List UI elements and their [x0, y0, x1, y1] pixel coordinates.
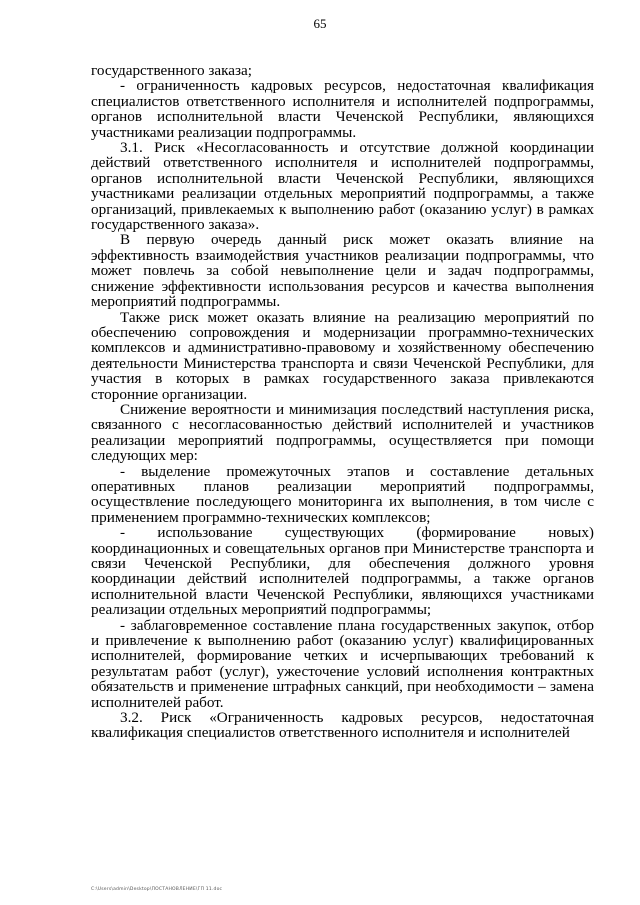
- paragraph-9: - заблаговременное составление плана государственных закупок, отбор и привлечение к выполнению работ (оказанию услуг) квалифицированных исполнителей, формирование четких и исчерпывающих требований к результатам работ (услуг), ужесточение условий исполнения контрактных обязательств и применение штрафных санкций, при необходимости – замена исполнителей работ.: [91, 616, 594, 711]
- paragraph-8: - использование существующих (формирование новых) координационных и совещательных органов при Министерстве транспорта и связи Чеченской Республики, для обеспечения должного уровня координации действий исполнителей подпрограммы, а также органов исполнительной власти Чеченской Республики, являющихся участниками реализации отдельных мероприятий подпрограммы;: [91, 524, 594, 619]
- file-path-footer: C:\Users\admin\Desktop\ПОСТАНОВЛЕНИЕ\ГП 11.doc: [91, 887, 223, 892]
- document-body: [91, 63, 594, 741]
- page-number: 65: [313, 16, 327, 31]
- paragraph-6: Снижение вероятности и минимизация последствий наступления риска, связанного с несогласованностью действий исполнителей и участников реализации мероприятий подпрограммы, осуществляется при помощи следующих мер:: [91, 400, 594, 465]
- paragraph-2: - ограниченность кадровых ресурсов, недостаточная квалификация специалистов ответственного исполнителя и исполнителей подпрограммы, органов исполнительной власти Чеченской Республики, являющихся участниками реализации подпрограммы.: [91, 77, 594, 141]
- paragraph-10: 3.2. Риск «Ограниченность кадровых ресурсов, недостаточная квалификация специалистов ответственного исполнителя и исполнителей: [91, 709, 594, 742]
- paragraph-4: В первую очередь данный риск может оказать влияние на эффективность взаимодействия участников реализации подпрограммы, что может повлечь за собой невыполнение цели и задач подпрограммы, снижение эффективности использования ресурсов и качества выполнения мероприятий подпрограммы.: [91, 231, 594, 311]
- paragraph-7: - выделение промежуточных этапов и составление детальных оперативных планов реализации мероприятий подпрограммы, осуществление последующего мониторинга их выполнения, в том числе с применением программно-технических комплексов;: [91, 462, 594, 526]
- paragraph-5: Также риск может оказать влияние на реализацию мероприятий по обеспечению сопровождения и модернизации программно-технических комплексов и административно-правовому и хозяйственному обеспечению деятельности Министерства транспорта и связи Чеченской Республики, для участия в которых в рамках государственного заказа привлекаются сторонние организации.: [91, 308, 594, 403]
- paragraph-3: 3.1. Риск «Несогласованность и отсутствие должной координации действий ответственного исполнителя и исполнителей подпрограммы, органов исполнительной власти Чеченской Республики, являющихся участниками реализации отдельных мероприятий подпрограммы, а также организаций, привлекаемых к выполнению работ (оказанию услуг) в рамках государственного заказа».: [91, 139, 594, 234]
- paragraph-1: государственного заказа;: [91, 62, 252, 79]
